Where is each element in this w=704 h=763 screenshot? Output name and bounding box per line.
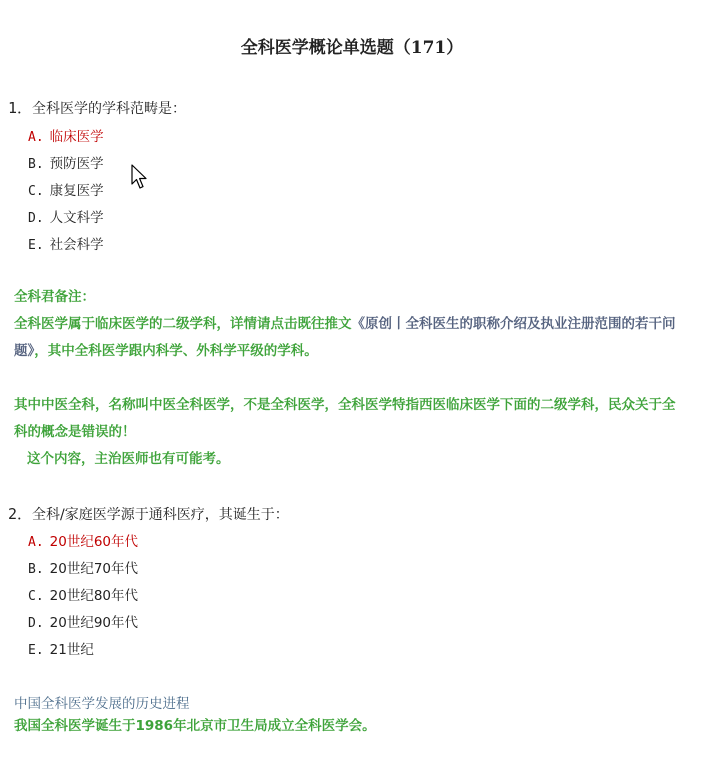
option-text: 临床医学	[49, 129, 104, 145]
q1-option-e[interactable]	[28, 233, 104, 253]
option-text: 人文科学	[49, 210, 104, 226]
option-letter: A.	[28, 535, 44, 550]
question-1-text: 全科医学的学科范畴是：	[32, 101, 187, 117]
option-letter: A.	[28, 130, 44, 145]
q2-option-b[interactable]	[28, 557, 138, 577]
option-letter: B.	[28, 562, 44, 577]
spacer	[14, 365, 684, 392]
option-letter: D.	[28, 616, 44, 631]
note-1	[14, 284, 684, 473]
option-text: 社会科学	[49, 237, 104, 253]
q1-option-d[interactable]	[28, 206, 104, 226]
note-paragraph-3: 这个内容，主治医师也有可能考。	[27, 451, 230, 467]
option-letter: B.	[28, 157, 44, 172]
note-2-text: 我国全科医学诞生于1986年北京市卫生局成立全科医学会。	[14, 718, 376, 734]
q2-option-c[interactable]	[28, 584, 138, 604]
question-2-text: 全科/家庭医学源于通科医疗，其诞生于：	[32, 507, 289, 523]
q1-option-b[interactable]	[28, 152, 104, 172]
note-paragraph-2: 其中中医全科，名称叫中医全科医学，不是全科医学，全科医学特指西医临床医学下面的二级学科，民众关于全科的概念是错误的！	[14, 397, 676, 440]
mouse-cursor-icon	[131, 164, 149, 190]
article-link[interactable]: 《原创丨全科医生的职称介绍及执业注册范围的若干问题》	[14, 316, 676, 359]
question-1-number: 1．	[8, 99, 33, 117]
q2-option-a[interactable]	[28, 530, 138, 550]
q2-option-e[interactable]	[28, 638, 94, 658]
note-text: 全科医学属于临床医学的二级学科，详情请点击既往推文	[14, 316, 352, 332]
note-text: ，其中全科医学跟内科学、外科学平级的学科。	[34, 343, 318, 359]
option-letter: E.	[28, 643, 44, 658]
option-text: 20世纪60年代	[49, 534, 139, 550]
history-link[interactable]: 中国全科医学发展的历史进程	[14, 696, 190, 712]
note-heading: 全科君备注：	[14, 289, 95, 305]
option-text: 21世纪	[49, 642, 94, 658]
option-letter: C.	[28, 184, 44, 199]
note-paragraph-1	[14, 311, 684, 365]
option-text: 20世纪80年代	[49, 588, 139, 604]
option-letter: E.	[28, 238, 44, 253]
question-2	[8, 503, 289, 524]
option-text: 20世纪70年代	[49, 561, 139, 577]
option-text: 预防医学	[49, 156, 104, 172]
option-text: 20世纪90年代	[49, 615, 139, 631]
option-text: 康复医学	[49, 183, 104, 199]
q2-option-d[interactable]	[28, 611, 138, 631]
option-letter: C.	[28, 589, 44, 604]
question-2-number: 2．	[8, 505, 33, 523]
question-1	[8, 97, 186, 118]
q1-option-a[interactable]	[28, 125, 104, 145]
q1-option-c[interactable]	[28, 179, 104, 199]
page-title: 全科医学概论单选题（171）	[240, 38, 464, 58]
option-letter: D.	[28, 211, 44, 226]
